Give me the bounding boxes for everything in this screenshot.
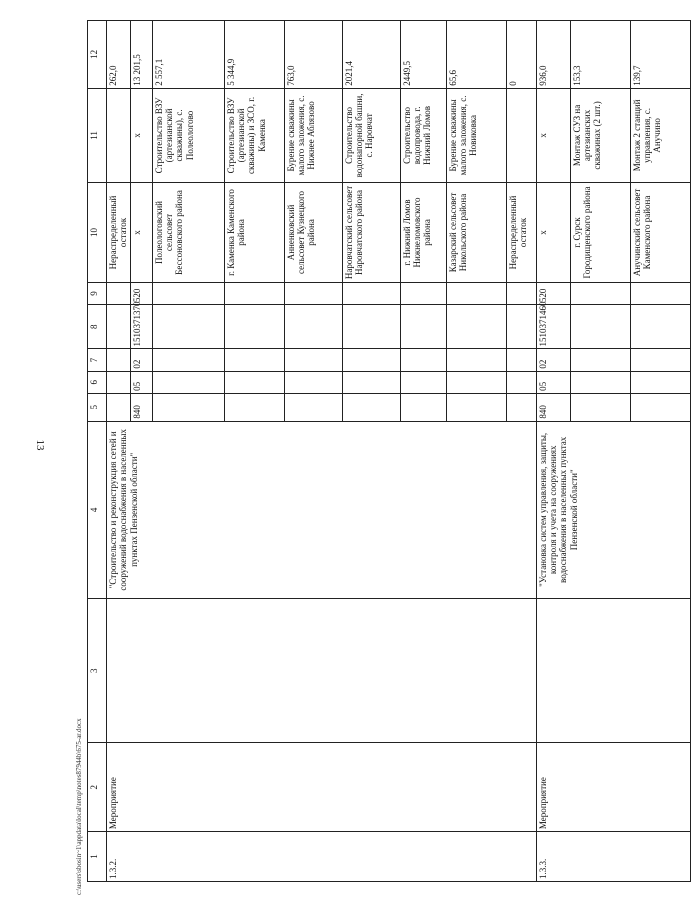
section-col-3 — [107, 599, 537, 743]
cell-empty — [506, 393, 536, 421]
section-number: 1.3.2. — [107, 832, 537, 882]
header-col-10: 10 — [88, 183, 107, 283]
cell-empty — [152, 305, 224, 349]
amount-cell: 936,0 — [536, 21, 570, 89]
grbs-cell: 840 — [130, 393, 152, 421]
cell-empty — [570, 371, 630, 393]
object-cell: х — [130, 88, 152, 182]
object-cell — [107, 88, 131, 182]
header-col-4: 4 — [88, 421, 107, 599]
object-cell: Монтаж 2 станций управления, с. Анучино — [630, 88, 690, 182]
cell-empty — [224, 393, 284, 421]
header-row — [88, 21, 107, 882]
cell-empty — [107, 371, 131, 393]
table-row — [536, 21, 570, 882]
recipient-cell: Нераспределенный остаток — [506, 183, 536, 283]
cell-empty — [342, 349, 400, 371]
cell-empty — [342, 282, 400, 304]
header-col-1: 1 — [88, 832, 107, 882]
object-cell: Строительство водонапорной башни, с. Наровчат — [342, 88, 400, 182]
cell-empty — [284, 349, 342, 371]
table-row — [107, 21, 131, 882]
budget-table — [87, 20, 691, 882]
header-col-12: 12 — [88, 21, 107, 89]
object-cell: Строительство ВЗУ (артезианской скважины) и ЗСО, г. Каменка — [224, 88, 284, 182]
section-col-3 — [536, 599, 690, 743]
footer-file-path: c:\users\sbosin~1\appdata\local\temp\notes87944b\675-ar.docx — [75, 718, 83, 895]
recipient-cell: г. Каменка Каменского района — [224, 183, 284, 283]
cell-empty — [107, 282, 131, 304]
cell-empty — [446, 371, 506, 393]
amount-cell: 2021,4 — [342, 21, 400, 89]
cell-empty — [630, 282, 690, 304]
cell-empty — [506, 371, 536, 393]
cell-empty — [446, 282, 506, 304]
amount-cell: 0 — [506, 21, 536, 89]
cell-empty — [570, 305, 630, 349]
cell-empty — [630, 305, 690, 349]
cell-empty — [400, 305, 446, 349]
cell-empty — [446, 349, 506, 371]
section-number: 1.3.3. — [536, 832, 690, 882]
recipient-cell: Полеологовский сельсовет Бессоновского района — [152, 183, 224, 283]
section-name: "Строительство и реконструкция сетей и сооружений водоснабжения в населенных пунктах Пензенской области" — [107, 421, 537, 599]
cell-empty — [152, 371, 224, 393]
csr-cell: 1510371460 — [536, 305, 570, 349]
recipient-cell: Анненковский сельсовет Кузнецкого района — [284, 183, 342, 283]
vr-cell: 520 — [130, 282, 152, 304]
recipient-cell: х — [130, 183, 152, 283]
object-cell: Бурение скважины малого заложения, с. Новиковка — [446, 88, 506, 182]
recipient-cell: Наровчатский сельсовет Наровчатского района — [342, 183, 400, 283]
cell-empty — [342, 305, 400, 349]
vr-cell: 520 — [536, 282, 570, 304]
amount-cell: 763,0 — [284, 21, 342, 89]
amount-cell: 2 557,1 — [152, 21, 224, 89]
cell-empty — [400, 282, 446, 304]
cell-empty — [400, 393, 446, 421]
recipient-cell: г. Сурск Городищенского района — [570, 183, 630, 283]
cell-empty — [284, 305, 342, 349]
cell-empty — [224, 305, 284, 349]
header-col-11: 11 — [88, 88, 107, 182]
csr-cell: 1510371370 — [130, 305, 152, 349]
header-col-6: 6 — [88, 371, 107, 393]
cell-empty — [107, 393, 131, 421]
header-col-2: 2 — [88, 743, 107, 832]
recipient-cell: г. Нижний Ломов Нижнеломовского района — [400, 183, 446, 283]
header-col-5: 5 — [88, 393, 107, 421]
cell-empty — [152, 349, 224, 371]
grbs-cell: 840 — [536, 393, 570, 421]
cell-empty — [630, 371, 690, 393]
cell-empty — [400, 371, 446, 393]
cell-empty — [107, 349, 131, 371]
section-type: Мероприятие — [536, 743, 690, 832]
object-cell: х — [536, 88, 570, 182]
amount-cell: 2449,5 — [400, 21, 446, 89]
cell-empty — [446, 305, 506, 349]
header-col-7: 7 — [88, 349, 107, 371]
cell-empty — [284, 282, 342, 304]
cell-empty — [506, 282, 536, 304]
cell-empty — [570, 393, 630, 421]
cell-empty — [506, 349, 536, 371]
rz-cell: 05 — [130, 371, 152, 393]
amount-cell: 139,7 — [630, 21, 690, 89]
object-cell: Строительство ВЗУ (артезианской скважины), с. Полеологово — [152, 88, 224, 182]
rz-cell: 05 — [536, 371, 570, 393]
cell-empty — [570, 349, 630, 371]
header-col-3: 3 — [88, 599, 107, 743]
page-number: 13 — [34, 439, 46, 451]
cell-empty — [342, 393, 400, 421]
cell-empty — [342, 371, 400, 393]
cell-empty — [284, 371, 342, 393]
section-name: "Установка систем управления, защиты, контроля и учета на сооружениях водоснабжения в населенных пунктах Пензенской области" — [536, 421, 690, 599]
cell-empty — [400, 349, 446, 371]
recipient-cell: Казарский сельсовет Никольского района — [446, 183, 506, 283]
cell-empty — [224, 282, 284, 304]
cell-empty — [630, 349, 690, 371]
amount-cell: 262,0 — [107, 21, 131, 89]
cell-empty — [284, 393, 342, 421]
recipient-cell: Нераспределенный остаток — [107, 183, 131, 283]
recipient-cell: х — [536, 183, 570, 283]
section-type: Мероприятие — [107, 743, 537, 832]
amount-cell: 13 201,5 — [130, 21, 152, 89]
header-col-8: 8 — [88, 305, 107, 349]
pr-cell: 02 — [130, 349, 152, 371]
cell-empty — [107, 305, 131, 349]
cell-empty — [506, 305, 536, 349]
pr-cell: 02 — [536, 349, 570, 371]
recipient-cell: Анучинский сельсовет Каменского района — [630, 183, 690, 283]
amount-cell: 153,3 — [570, 21, 630, 89]
cell-empty — [224, 349, 284, 371]
cell-empty — [152, 282, 224, 304]
object-cell — [506, 88, 536, 182]
amount-cell: 5 344,9 — [224, 21, 284, 89]
amount-cell: 65,6 — [446, 21, 506, 89]
rotated-table-area — [87, 20, 663, 882]
header-col-9: 9 — [88, 282, 107, 304]
cell-empty — [152, 393, 224, 421]
object-cell: Бурение скважины малого заложения, с. Нижнее Аблязово — [284, 88, 342, 182]
object-cell: Строительство водопровода, г. Нижний Ломов — [400, 88, 446, 182]
cell-empty — [630, 393, 690, 421]
cell-empty — [570, 282, 630, 304]
cell-empty — [446, 393, 506, 421]
object-cell: Монтаж СУЗ на артезианских скважинах (2 шт.) — [570, 88, 630, 182]
cell-empty — [224, 371, 284, 393]
